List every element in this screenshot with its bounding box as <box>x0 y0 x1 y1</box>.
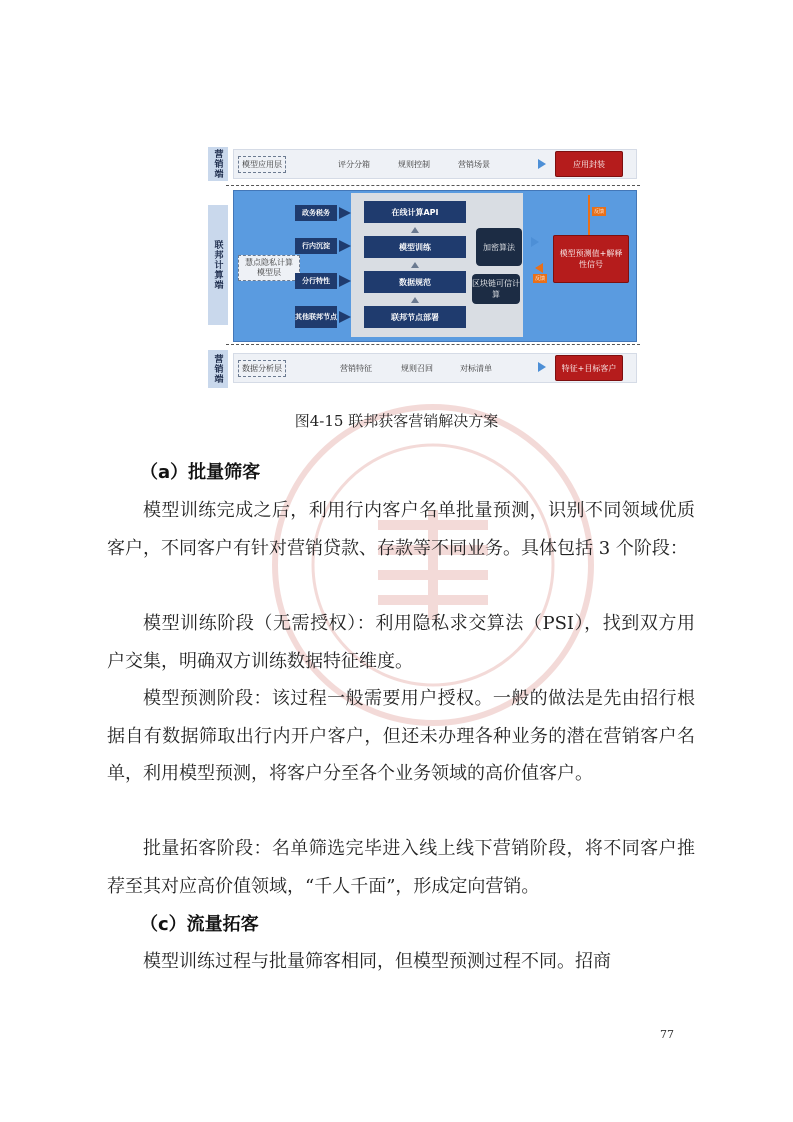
center-box: 联邦节点部署 <box>364 306 466 328</box>
paragraph: 批量拓客阶段：名单筛选完毕进入线上线下营销阶段，将不同客户推荐至其对应高价值领域，“千人千面”，形成定向营销。 <box>107 838 695 897</box>
section-heading: （c）流量拓客 <box>140 914 259 935</box>
divider <box>226 185 640 186</box>
center-box: 模型训练 <box>364 236 466 258</box>
bottom-item: 对标清单 <box>460 364 492 373</box>
arrow-right-icon <box>339 207 351 219</box>
feedback-line <box>588 195 590 235</box>
side-label-top: 营销端 <box>208 147 228 181</box>
paragraph: 模型训练完成之后，利用行内客户名单批量预测，识别不同领域优质客户，不同客户有针对营销贷款、存款等不同业务。具体包括 3 个阶段： <box>107 500 695 559</box>
arrow-right-icon <box>538 362 546 372</box>
left-tag: 分行特性 <box>295 273 337 289</box>
bottom-result-box: 特征+目标客户 <box>555 355 623 381</box>
top-item: 评分分箱 <box>338 160 370 169</box>
arrow-left-icon <box>535 263 543 273</box>
top-item: 规则控制 <box>398 160 430 169</box>
arrow-right-icon <box>531 237 539 247</box>
privacy-layer-label: 慧点隐私计算模型层 <box>238 255 300 281</box>
arrow-right-icon <box>339 275 351 287</box>
top-item: 营销场景 <box>458 160 490 169</box>
bottom-layer-label: 数据分析层 <box>238 360 286 377</box>
left-tag: 行内沉淀 <box>295 238 337 254</box>
left-tag: 政务税务 <box>295 205 337 221</box>
arrow-right-icon <box>538 159 546 169</box>
arrow-right-icon <box>339 240 351 252</box>
center-box: 在线计算API <box>364 201 466 223</box>
paragraph: 模型训练过程与批量筛客相同，但模型预测过程不同。招商 <box>143 951 611 972</box>
side-label-middle: 联邦计算端 <box>208 205 228 325</box>
page-number: 77 <box>660 1028 674 1041</box>
left-tag: 其他联邦节点 <box>295 306 337 328</box>
feedback-tag: 反馈 <box>535 276 546 282</box>
side-label-bottom: 营销端 <box>208 350 228 388</box>
federated-marketing-diagram <box>208 143 640 390</box>
feedback-tag: 反馈 <box>594 209 605 215</box>
arrow-right-icon <box>339 311 351 323</box>
divider <box>226 344 640 345</box>
arrow-up-icon <box>411 227 419 233</box>
bottom-item: 规则召回 <box>401 364 433 373</box>
prediction-result-box: 模型预测值+解释性信号 <box>553 235 629 283</box>
bottom-item: 营销特征 <box>340 364 372 373</box>
center-box: 数据规范 <box>364 271 466 293</box>
paragraph: 模型训练阶段（无需授权）：利用隐私求交算法（PSI），找到双方用户交集，明确双方训练数据特征维度。 <box>107 613 695 672</box>
arrow-up-icon <box>411 297 419 303</box>
top-layer-label: 模型应用层 <box>238 156 286 173</box>
side-box: 加密算法 <box>476 228 522 266</box>
side-box: 区块链可信计算 <box>472 274 520 304</box>
top-result-box: 应用封装 <box>555 151 623 177</box>
paragraph: 模型预测阶段：该过程一般需要用户授权。一般的做法是先由招行根据自有数据筛取出行内开户客户，但还未办理各种业务的潜在营销客户名单，利用模型预测，将客户分至各个业务领域的高价值客户。 <box>107 688 695 784</box>
arrow-up-icon <box>411 262 419 268</box>
section-heading: （a）批量筛客 <box>140 462 261 483</box>
figure-caption: 图4-15 联邦获客营销解决方案 <box>294 412 499 430</box>
